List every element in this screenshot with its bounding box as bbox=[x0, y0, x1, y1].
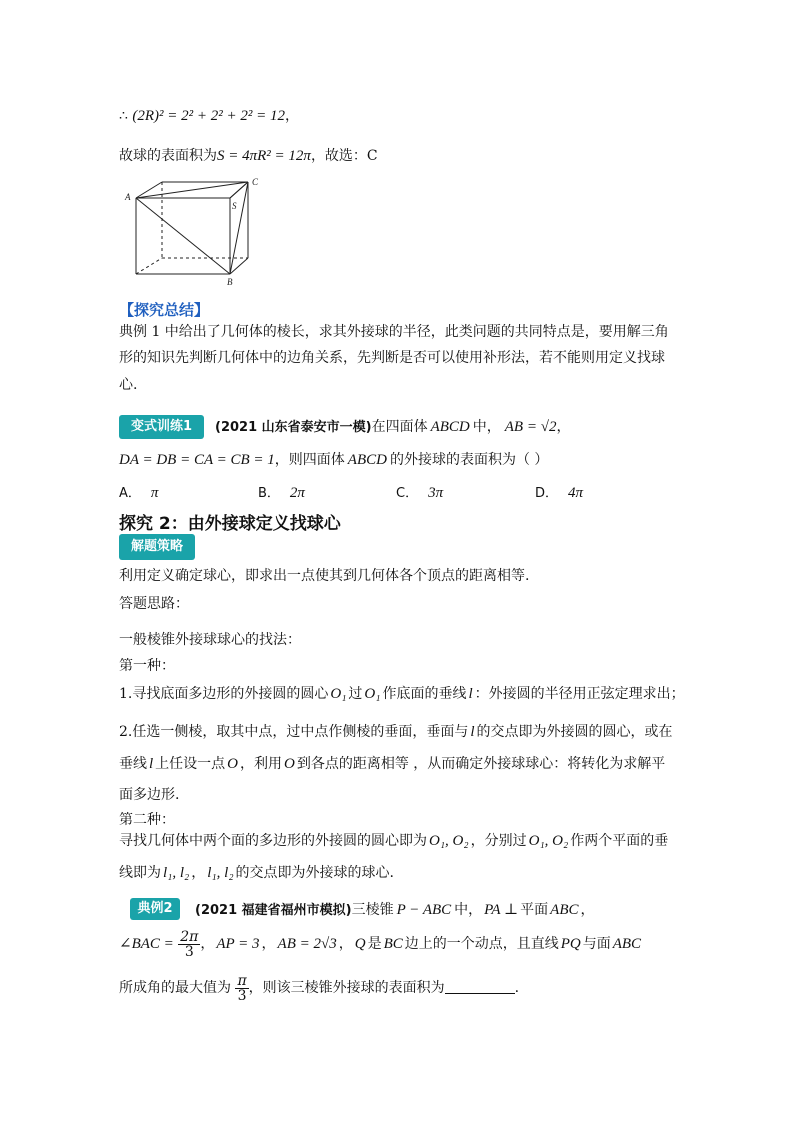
method-one-step-2-line-1 bbox=[119, 722, 673, 742]
math-distances: DA = DB = CA = CB = 1 bbox=[119, 452, 275, 468]
text: 中， bbox=[454, 902, 483, 918]
summary-line-2: 形的知识先判断几何体中的边角关系，先判断是否可以使用补形法，若不能则用定义找球 bbox=[119, 350, 665, 366]
option-label: C． bbox=[396, 486, 419, 501]
punct: ， bbox=[556, 419, 571, 435]
text: 过 bbox=[348, 686, 363, 702]
edge bbox=[136, 182, 162, 198]
math-PABC: P − ABC bbox=[396, 902, 452, 918]
label-B: B bbox=[227, 277, 233, 287]
therefore-symbol: ∴ bbox=[119, 108, 133, 124]
text: ：外接圆的半径用正弦定理求出； bbox=[474, 686, 685, 702]
text: 故球的表面积为 bbox=[119, 148, 217, 164]
math-l: l bbox=[149, 756, 154, 772]
fraction-numerator: 2π bbox=[180, 928, 199, 945]
edge-AB bbox=[136, 198, 230, 274]
math-ABCD: ABCD bbox=[430, 419, 470, 435]
math-PQ: PQ bbox=[560, 936, 581, 952]
label-S: S bbox=[232, 201, 237, 211]
math-Q: Q bbox=[354, 936, 366, 952]
method-two-line-1 bbox=[119, 831, 668, 851]
math-PA-perp: PA ⊥ bbox=[484, 902, 519, 918]
general-method-label: 一般棱锥外接球球心的找法： bbox=[119, 632, 301, 648]
math-O1: O₁ bbox=[330, 686, 347, 702]
option-value: 3π bbox=[428, 485, 444, 501]
text: 垂线 bbox=[119, 756, 147, 772]
option-d[interactable] bbox=[535, 482, 583, 502]
math-ABC: ABC bbox=[550, 902, 579, 918]
method-one-step-2-line-2 bbox=[119, 754, 665, 774]
text: 的外接球的表面积为（ ） bbox=[389, 452, 549, 468]
method-one-step-2-line-3: 面多边形. bbox=[119, 787, 180, 803]
text: 中， bbox=[472, 419, 501, 435]
text: . bbox=[514, 980, 520, 996]
text: 作两个平面的垂 bbox=[570, 833, 669, 849]
option-label: D． bbox=[535, 486, 559, 501]
section-title-explore-2: 探究 2：由外接球定义找球心 bbox=[119, 514, 341, 534]
equation-sphere-radius: (2R)² = 2² + 2² + 2² = 12 bbox=[132, 108, 285, 124]
fraction-denominator: 3 bbox=[184, 943, 194, 960]
fraction-numerator: π bbox=[237, 972, 247, 989]
text: ，则四面体 bbox=[274, 452, 345, 468]
math-angle-BAC: ∠BAC = bbox=[119, 936, 174, 952]
text: 上任设一点 bbox=[155, 756, 226, 772]
text: 是 bbox=[367, 936, 382, 952]
example-2-badge: 典例2 bbox=[130, 898, 180, 920]
math-BC: BC bbox=[383, 936, 403, 952]
option-value: 4π bbox=[568, 485, 584, 501]
text: 线即为 bbox=[119, 865, 161, 881]
text: 三棱锥 bbox=[351, 902, 394, 918]
text: 边上的一个动点，且直线 bbox=[404, 936, 559, 952]
punct: ， bbox=[285, 108, 299, 124]
variant-question-line-1 bbox=[215, 417, 570, 438]
fraction-2pi-over-3 bbox=[178, 930, 200, 959]
text: ，利用 bbox=[240, 756, 283, 772]
option-label: B． bbox=[258, 486, 280, 501]
math-O1-O2: O₁, O₂ bbox=[528, 833, 569, 849]
method-two-label: 第二种： bbox=[119, 812, 175, 828]
text: 寻找几何体中两个面的多边形的外接圆的圆心即为 bbox=[119, 833, 427, 849]
math-AB: AB = √2 bbox=[504, 419, 557, 435]
example-2-line-3 bbox=[119, 972, 519, 1004]
label-A: A bbox=[125, 192, 131, 202]
summary-line-1: 典例 1 中给出了几何体的棱长，求其外接球的半径，此类问题的共同特点是，要用解三角 bbox=[119, 324, 669, 340]
text: ，分别过 bbox=[470, 833, 527, 849]
text: 在四面体 bbox=[371, 419, 428, 435]
text: 平面 bbox=[520, 902, 549, 918]
method-one-label: 第一种： bbox=[119, 658, 175, 674]
solution-line-1 bbox=[119, 106, 299, 126]
math-l1-l2: l₁, l₂ bbox=[207, 865, 234, 881]
example-2-line-1 bbox=[195, 900, 595, 921]
answer-idea-label: 答题思路： bbox=[119, 596, 189, 612]
option-a[interactable] bbox=[119, 482, 158, 502]
math-ABC: ABC bbox=[612, 936, 642, 952]
equation-surface-area: S = 4πR² = 12π bbox=[217, 148, 311, 164]
strategy-intro: 利用定义确定球心，即求出一点使其到几何体各个顶点的距离相等. bbox=[119, 568, 530, 584]
label-C: C bbox=[252, 177, 259, 187]
example-2-line-2: ∠BAC = $\frac{2\pi}{3}$ ， AP = 3 ， AB = 2√3 ， Q 是 BC 边上的一个动点，且直线 PQ 与面 ABC bbox=[119, 928, 642, 960]
option-value: 2π bbox=[289, 485, 305, 501]
math-O1: O₁ bbox=[364, 686, 381, 702]
option-label: A． bbox=[119, 486, 141, 501]
math-AP: AP = 3 bbox=[216, 936, 260, 952]
text: ， bbox=[191, 865, 206, 881]
math-O1-O2: O₁, O₂ bbox=[429, 833, 469, 849]
example-2-source: (2021 福建省福州市模拟) bbox=[195, 903, 352, 918]
strategy-badge: 解题策略 bbox=[119, 534, 195, 560]
text: 作底面的垂线 bbox=[382, 686, 467, 702]
hidden-edge bbox=[136, 258, 162, 274]
method-two-line-2 bbox=[119, 863, 394, 883]
text: 到各点的距离相等 ，从而确定外接球球心：将转化为求解平 bbox=[296, 756, 666, 772]
option-c[interactable] bbox=[396, 482, 443, 502]
solution-line-2 bbox=[119, 146, 378, 166]
fraction-pi-over-3 bbox=[235, 974, 248, 1003]
text: 的交点即为外接圆的圆心，或在 bbox=[476, 724, 673, 740]
option-b[interactable] bbox=[258, 482, 305, 502]
answer-text: ，故选：C bbox=[310, 148, 378, 164]
math-l1-l2: l₁, l₂ bbox=[163, 865, 190, 881]
variant-source: (2021 山东省泰安市一模) bbox=[215, 420, 372, 435]
text: 1.寻找底面多边形的外接圆的圆心 bbox=[119, 686, 329, 702]
summary-line-3: 心. bbox=[119, 377, 138, 393]
math-l: l bbox=[470, 724, 475, 740]
fraction-denominator: 3 bbox=[237, 987, 247, 1004]
text: 与面 bbox=[582, 936, 611, 952]
variant-badge: 变式训练1 bbox=[119, 415, 204, 439]
option-value: π bbox=[150, 485, 159, 501]
math-O: O bbox=[284, 756, 295, 772]
cube-figure bbox=[118, 172, 268, 290]
text: 2.任选一侧棱，取其中点，过中点作侧棱的垂面，垂面与 bbox=[119, 724, 469, 740]
math-O: O bbox=[227, 756, 239, 772]
math-ABCD: ABCD bbox=[347, 452, 387, 468]
text: 所成角的最大值为 bbox=[119, 980, 231, 996]
math-l: l bbox=[468, 686, 473, 702]
math-AB: AB = 2√3 bbox=[277, 936, 337, 952]
answer-blank[interactable] bbox=[445, 979, 515, 994]
text: ，则该三棱锥外接球的表面积为 bbox=[248, 980, 445, 996]
text: ， bbox=[580, 902, 595, 918]
text: 的交点即为外接球的球心. bbox=[235, 865, 394, 881]
summary-heading: 【探究总结】 bbox=[119, 301, 210, 319]
edge-AC bbox=[136, 182, 248, 198]
method-one-step-1 bbox=[119, 684, 685, 704]
variant-question-line-2 bbox=[119, 450, 548, 470]
